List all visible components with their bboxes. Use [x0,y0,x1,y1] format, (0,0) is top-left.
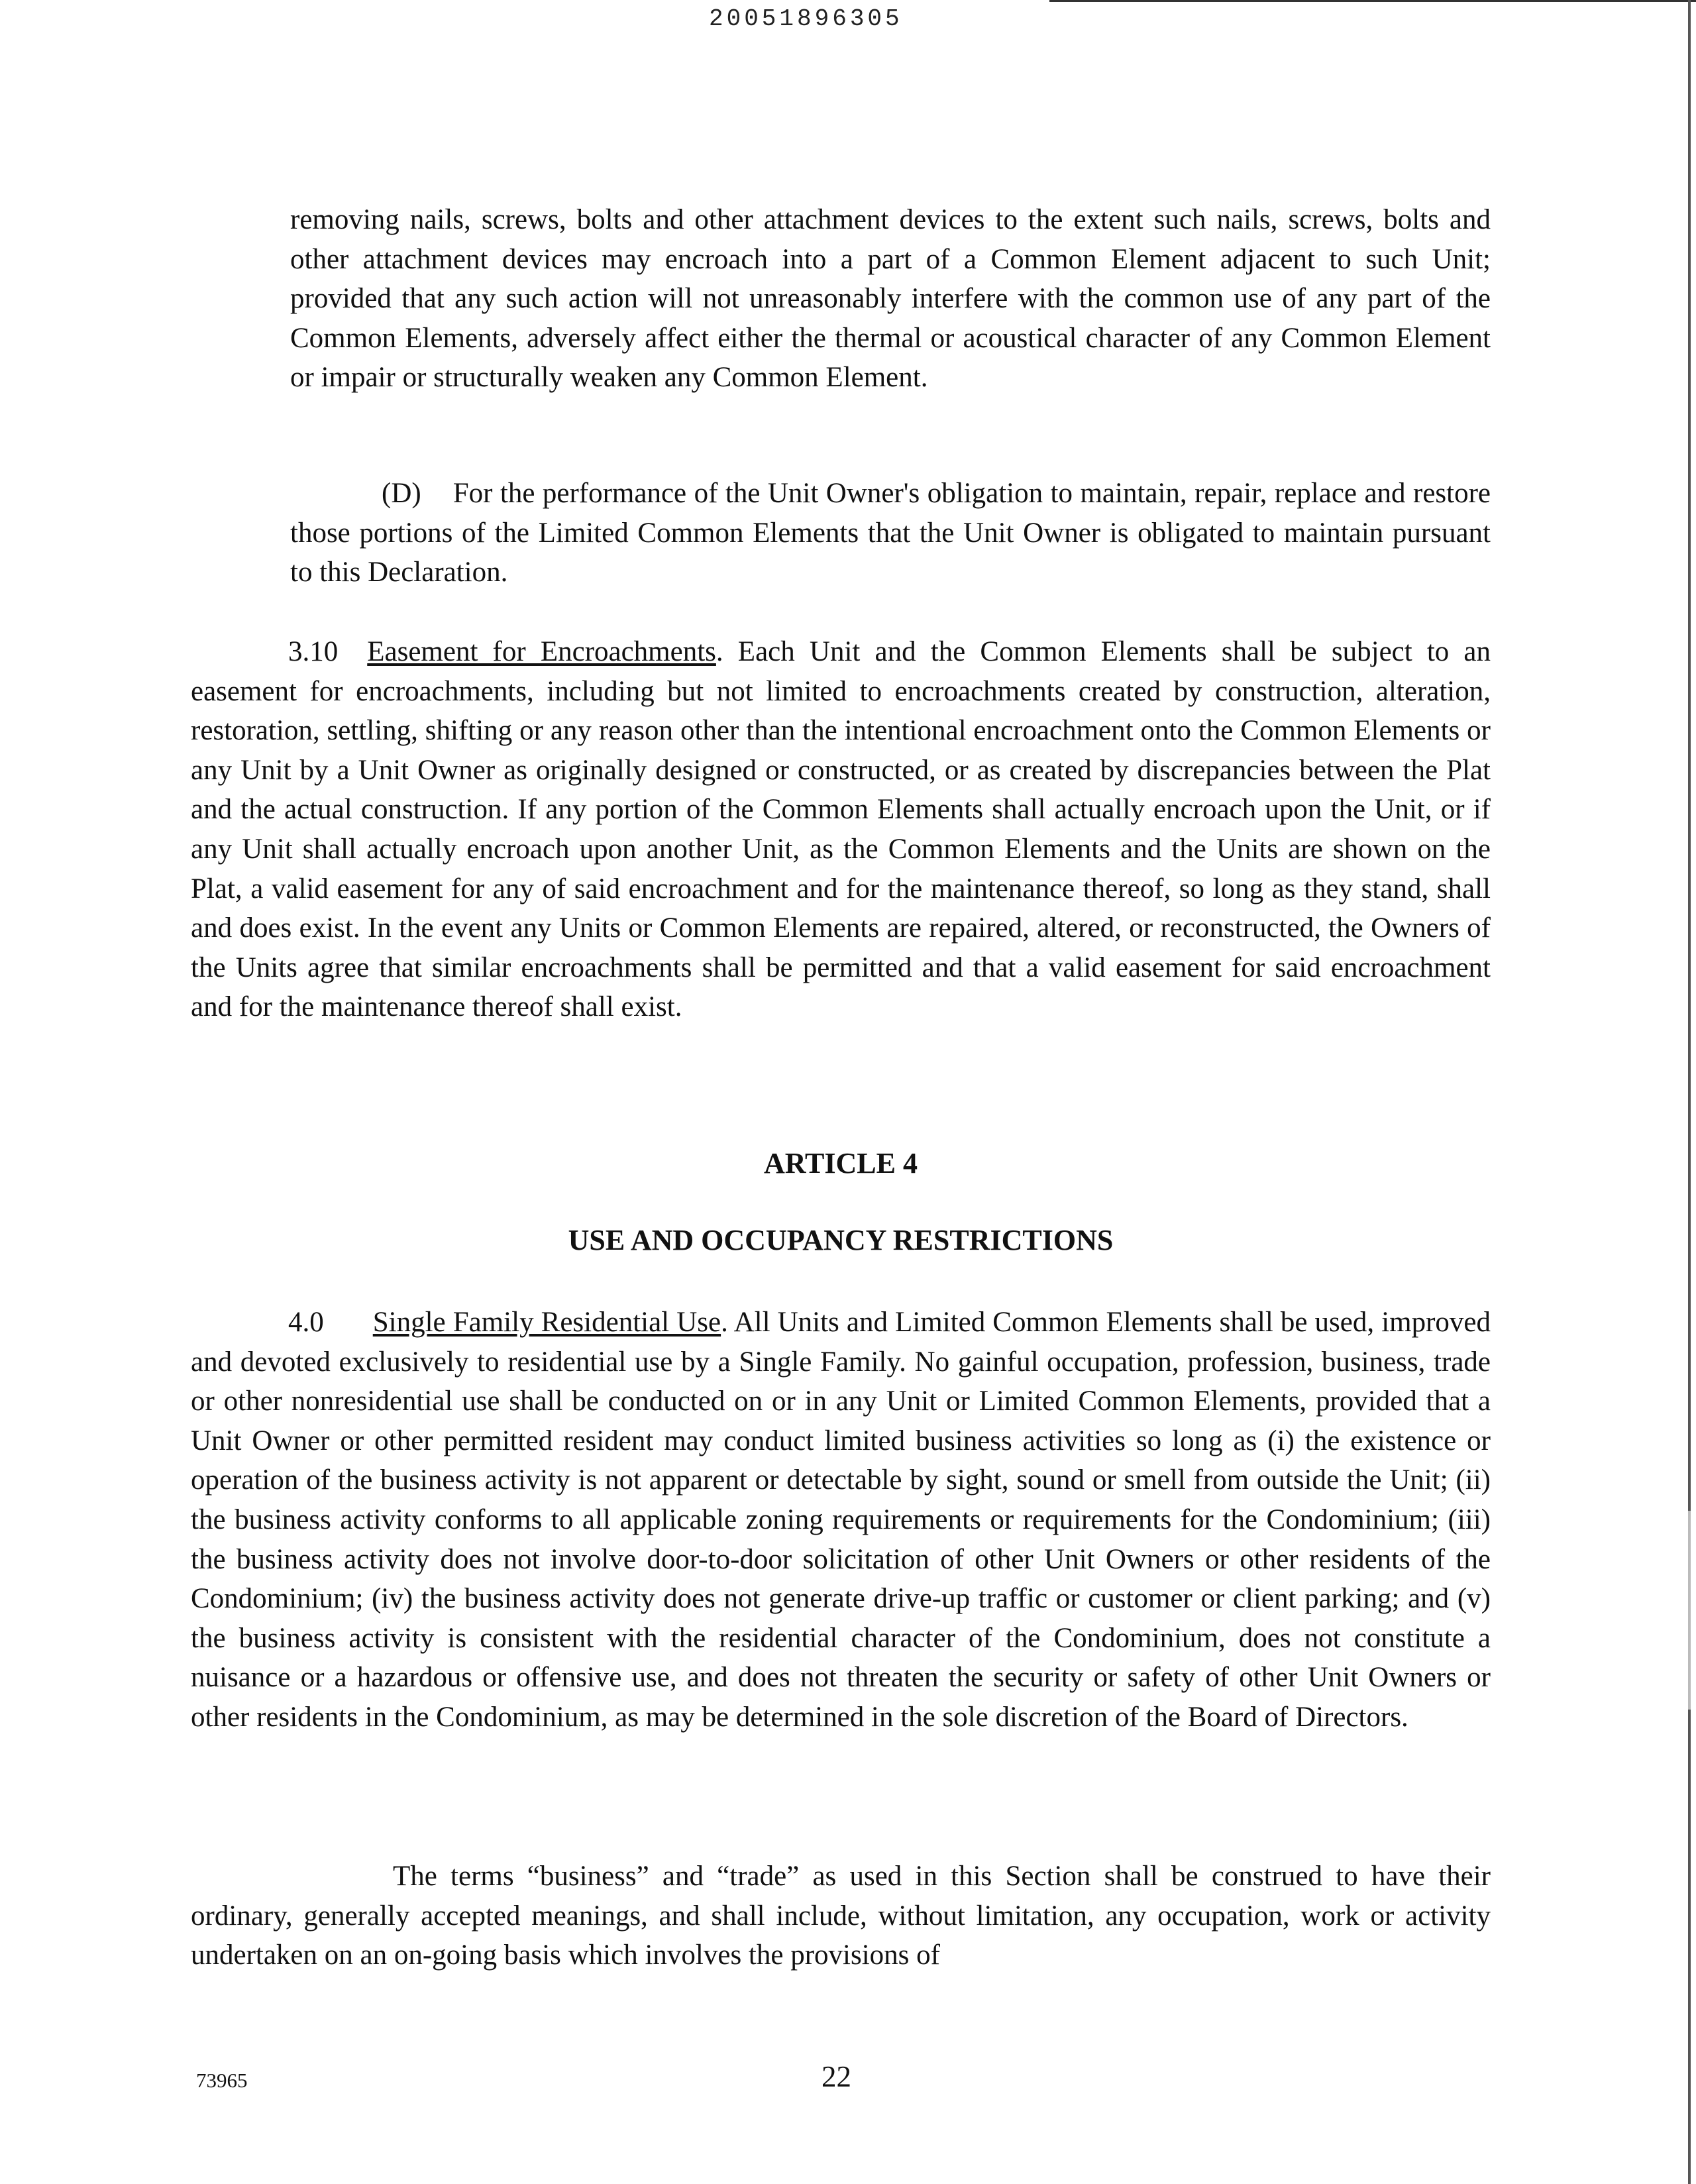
section-3-10-text: . Each Unit and the Common Elements shall be subject to an easement for encroachments, including but not limited to encroachments created by construction, alteration, restoration, settling, shifting or any reason other than the intentional encroachment onto the Common Elements or any Unit by a Unit Owner as originally designed or constructed, or as created by discrepancies between the Plat and the actual construction. If any portion of the Common Elements shall actually encroach upon the Unit, or if any Unit shall actually encroach upon another Unit, as the Common Elements and the Units are shown on the Plat, a valid easement for any of said encroachment and for the maintenance thereof, so long as they stand, shall and does exist. In the event any Units or Common Elements are repaired, altered, or reconstructed, the Owners of the Units agree that similar encroachments shall be permitted and that a valid easement for said encroachment and for the maintenance thereof shall exist. [191,636,1491,1023]
section-3-10-title: Easement for Encroachments [367,636,716,667]
terms-paragraph-text: The terms “business” and “trade” as used in this Section shall be construed to have their ordinary, generally accepted meanings, and shall include, without limitation, any occupation, work or activity undertaken on an on-going basis which involves the provisions of [191,1861,1491,1971]
paragraph-d-label: (D) [382,478,421,509]
section-4-0-number: 4.0 [288,1307,324,1338]
section-4-0-text: . All Units and Limited Common Elements shall be used, improved and devoted exclusively to residential use by a Single Family. No gainful occupation, profession, business, trade or other nonresidential use shall be conducted on or in any Unit or Limited Common Elements, provided that a Unit Owner or other permitted resident may conduct limited business activities so long as (i) the existence or operation of the business activity is not apparent or detectable by sight, sound or smell from outside the Unit; (ii) the business activity conforms to all applicable zoning requirements or requirements for the Condominium; (iii) the business activity does not involve door-to-door solicitation of other Unit Owners or other residents of the Condominium; (iv) the business activity does not generate drive-up traffic or customer or client parking; and (v) the business activity is consistent with the residential character of the Condominium, does not constitute a nuisance or a hazardous or offensive use, and does not threaten the security or safety of other Unit Owners or other residents in the Condominium, as may be determined in the sole discretion of the Board of Directors. [191,1307,1491,1733]
section-4-0-title: Single Family Residential Use [372,1307,721,1338]
page-number: 22 [822,2060,851,2093]
document-number: 20051896305 [709,5,903,32]
paragraph-text: removing nails, screws, bolts and other attachment devices to the extent such nails, screws, bolts and other attachment devices may encroach into a part of a Common Element adjacent to such Unit; provided that any such action will not unreasonably interfere with the common use of any part of the Common Elements, adversely affect either the thermal or acoustical character of any Common Element or impair or structurally weaken any Common Element. [290,204,1491,394]
right-border-line [1688,0,1691,2184]
terms-paragraph [191,1857,1491,1975]
paragraph-d-text: For the performance of the Unit Owner's obligation to maintain, repair, replace and restore those portions of the Limited Common Elements that the Unit Owner is obligated to maintain pursuant to this Declaration. [290,478,1491,588]
article-heading: ARTICLE 4 [764,1147,918,1179]
section-3-10-number: 3.10 [288,636,339,667]
footer-document-id: 73965 [196,2069,248,2092]
paragraph-d [290,474,1491,592]
article-title: USE AND OCCUPANCY RESTRICTIONS [568,1224,1114,1256]
paragraph-continuation [290,200,1491,398]
section-4-0 [191,1303,1491,1737]
section-3-10 [191,632,1491,1027]
right-border-fade [1688,1511,1691,1710]
top-border-line [1049,0,1696,2]
